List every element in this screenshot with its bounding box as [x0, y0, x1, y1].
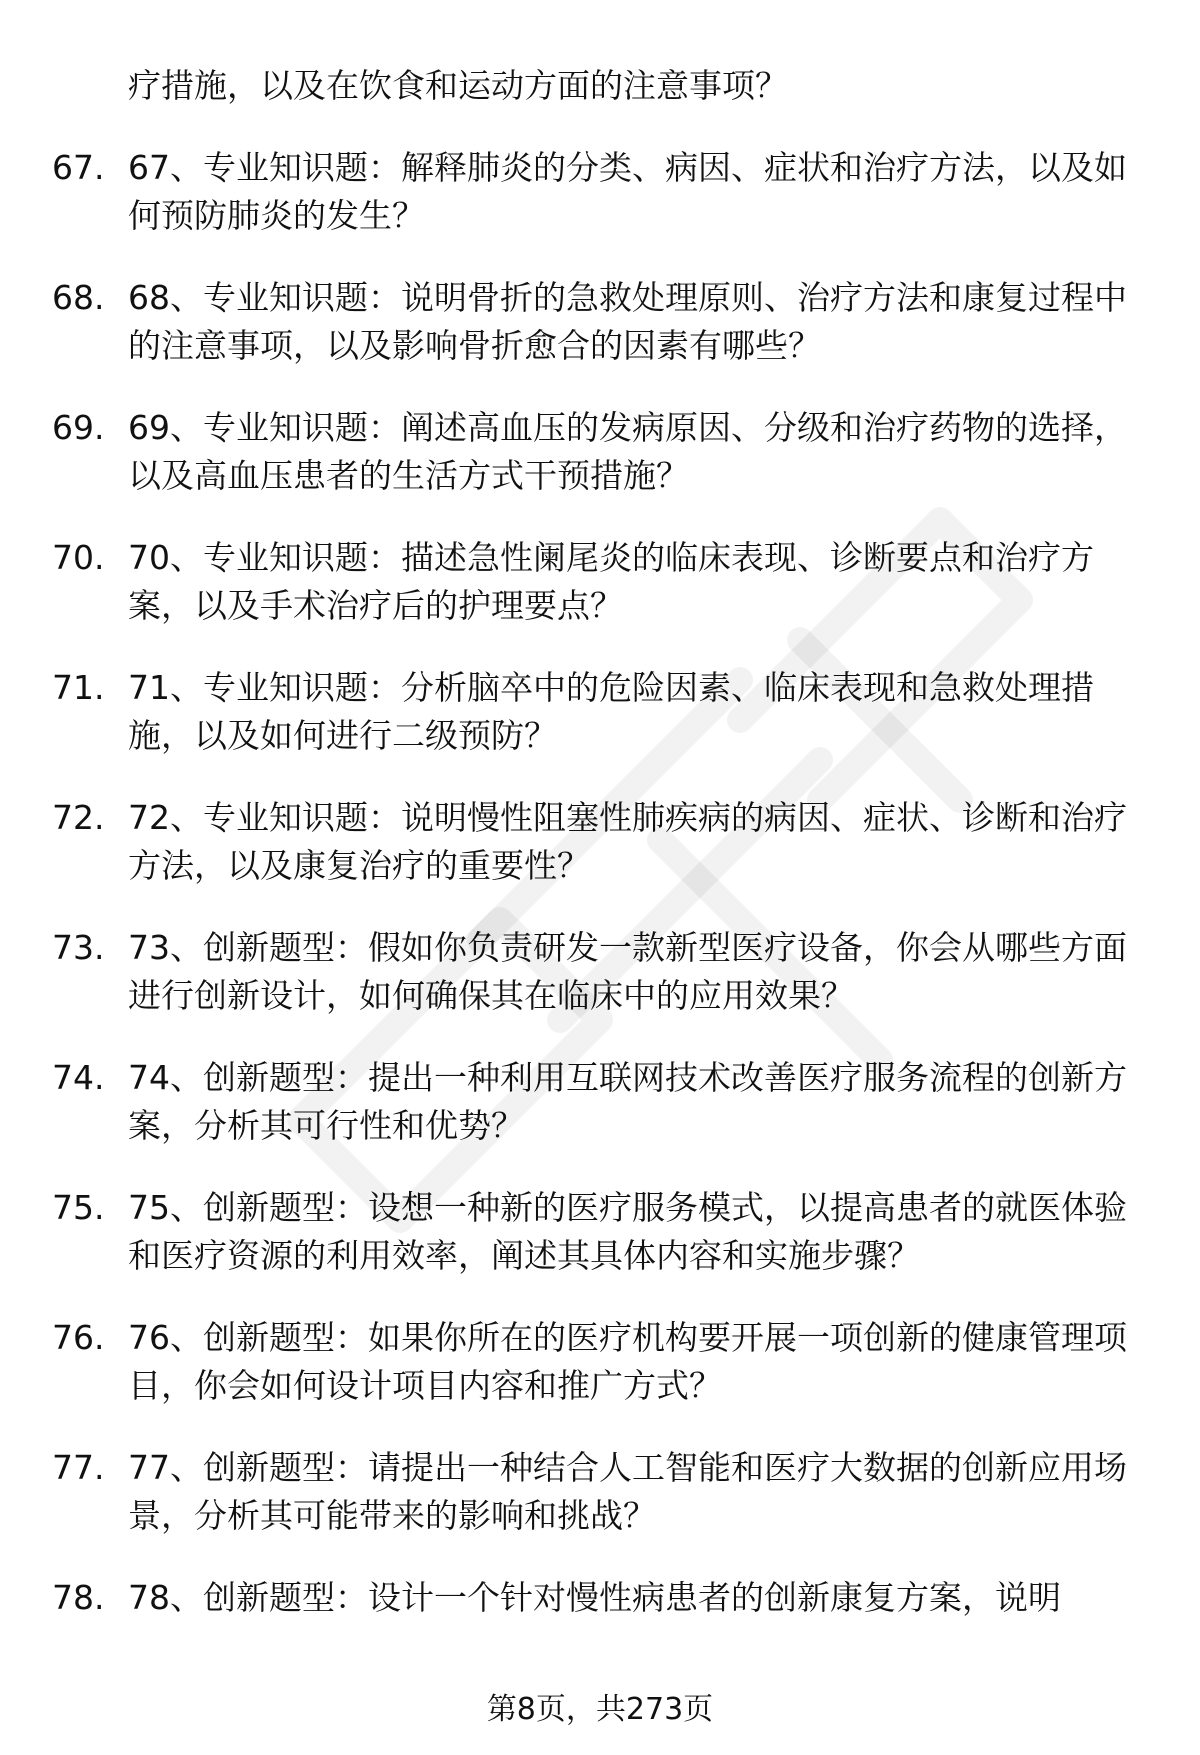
list-item	[0, 1314, 1200, 1444]
list-item	[0, 1184, 1200, 1314]
question-number: 71.	[52, 668, 105, 707]
continuation-text: 疗措施，以及在饮食和运动方面的注意事项？	[128, 66, 788, 105]
question-text: 76、创新题型：如果你所在的医疗机构要开展一项创新的健康管理项目，你会如何设计项目内容和推广方式？	[128, 1318, 1127, 1405]
list-item	[0, 1444, 1200, 1574]
question-text: 73、创新题型：假如你负责研发一款新型医疗设备，你会从哪些方面进行创新设计，如何确保其在临床中的应用效果？	[128, 928, 1127, 1015]
question-text: 70、专业知识题：描述急性阑尾炎的临床表现、诊断要点和治疗方案，以及手术治疗后的护理要点？	[128, 538, 1094, 625]
list-item	[0, 924, 1200, 1054]
question-number: 73.	[52, 928, 105, 967]
question-number: 77.	[52, 1448, 105, 1487]
list-item	[0, 144, 1200, 274]
question-number: 75.	[52, 1188, 105, 1227]
question-number: 78.	[52, 1578, 105, 1617]
question-number: 74.	[52, 1058, 105, 1097]
list-item	[0, 534, 1200, 664]
question-number: 69.	[52, 408, 105, 447]
list-item	[0, 1574, 1200, 1704]
question-list	[0, 144, 1200, 1704]
question-number: 72.	[52, 798, 105, 837]
question-text: 71、专业知识题：分析脑卒中的危险因素、临床表现和急救处理措施，以及如何进行二级预防？	[128, 668, 1094, 755]
question-text: 75、创新题型：设想一种新的医疗服务模式，以提高患者的就医体验和医疗资源的利用效率，阐述其具体内容和实施步骤？	[128, 1188, 1127, 1275]
question-number: 76.	[52, 1318, 105, 1357]
question-text: 69、专业知识题：阐述高血压的发病原因、分级和治疗药物的选择，以及高血压患者的生活方式干预措施？	[128, 408, 1127, 495]
list-item	[0, 274, 1200, 404]
question-number: 67.	[52, 148, 105, 187]
question-text: 68、专业知识题：说明骨折的急救处理原则、治疗方法和康复过程中的注意事项，以及影响骨折愈合的因素有哪些？	[128, 278, 1127, 365]
question-number: 68.	[52, 278, 105, 317]
question-text: 72、专业知识题：说明慢性阻塞性肺疾病的病因、症状、诊断和治疗方法，以及康复治疗的重要性？	[128, 798, 1127, 885]
question-text: 78、创新题型：设计一个针对慢性病患者的创新康复方案，说明	[128, 1578, 1061, 1617]
question-text: 67、专业知识题：解释肺炎的分类、病因、症状和治疗方法，以及如何预防肺炎的发生？	[128, 148, 1127, 235]
question-text: 74、创新题型：提出一种利用互联网技术改善医疗服务流程的创新方案，分析其可行性和优势？	[128, 1058, 1127, 1145]
question-text: 77、创新题型：请提出一种结合人工智能和医疗大数据的创新应用场景，分析其可能带来的影响和挑战？	[128, 1448, 1127, 1535]
page-footer: 第8页，共273页	[486, 1692, 714, 1727]
list-item	[0, 794, 1200, 924]
list-item	[0, 664, 1200, 794]
question-number: 70.	[52, 538, 105, 577]
list-item	[0, 404, 1200, 534]
list-item	[0, 1054, 1200, 1184]
